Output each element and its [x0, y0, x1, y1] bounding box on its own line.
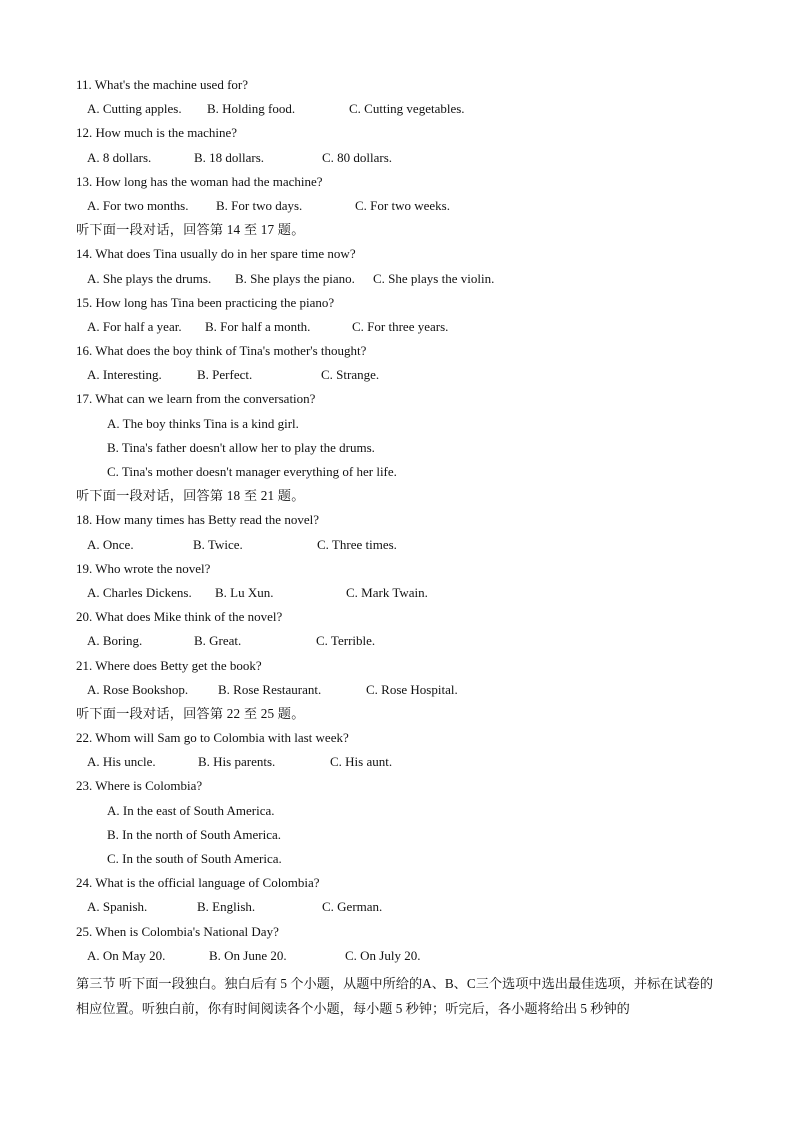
question-21-options — [76, 679, 726, 703]
option-b: B. She plays the piano. — [235, 270, 355, 286]
question-19-options — [76, 582, 726, 606]
question-12-options — [76, 147, 726, 171]
question-14: 14. What does Tina usually do in her spare time now? — [76, 246, 356, 262]
option-c: C. She plays the violin. — [373, 270, 495, 286]
question-25: 25. When is Colombia's National Day? — [76, 923, 279, 939]
option-b: B. Tina's father doesn't allow her to play the drums. — [107, 439, 375, 455]
question-22: 22. Whom will Sam go to Colombia with last week? — [76, 730, 349, 746]
option-b: B. For half a month. — [205, 318, 311, 334]
option-c: C. For two weeks. — [355, 197, 450, 213]
question-18: 18. How many times has Betty read the novel? — [76, 512, 319, 528]
option-c: C. Cutting vegetables. — [349, 101, 465, 117]
option-b: B. On June 20. — [209, 947, 287, 963]
question-18-options — [76, 534, 726, 558]
option-a: A. Spanish. — [87, 899, 148, 915]
option-a: A. His uncle. — [87, 754, 156, 770]
question-24: 24. What is the official language of Colombia? — [76, 875, 320, 891]
option-b: B. Perfect. — [197, 367, 253, 383]
option-c: C. 80 dollars. — [322, 149, 393, 165]
option-a: A. For half a year. — [87, 318, 182, 334]
option-a: A. On May 20. — [87, 947, 166, 963]
option-c: C. Strange. — [321, 367, 380, 383]
option-b: B. In the north of South America. — [107, 826, 282, 842]
question-15-options — [76, 316, 726, 340]
question-19: 19. Who wrote the novel? — [76, 560, 211, 576]
question-11-options — [76, 98, 726, 122]
option-a: A. Boring. — [87, 633, 143, 649]
question-12: 12. How much is the machine? — [76, 125, 238, 141]
option-c: C. His aunt. — [330, 754, 393, 770]
option-c: C. Mark Twain. — [346, 584, 428, 600]
option-b: B. Lu Xun. — [215, 584, 274, 600]
question-21: 21. Where does Betty get the book? — [76, 657, 262, 673]
question-13: 13. How long has the woman had the machine? — [76, 173, 323, 189]
question-22-options — [76, 751, 726, 775]
option-a: A. Once. — [87, 536, 134, 552]
option-a: A. She plays the drums. — [87, 270, 212, 286]
question-25-options — [76, 945, 726, 969]
option-c: C. Three times. — [317, 536, 397, 552]
section-heading: 听下面一段对话，回答第 14 至 17 题。 — [76, 222, 305, 238]
option-a: A. Rose Bookshop. — [87, 681, 189, 697]
option-a: A. The boy thinks Tina is a kind girl. — [107, 415, 299, 431]
section-heading: 听下面一段对话，回答第 18 至 21 题。 — [76, 488, 305, 504]
option-c: C. Terrible. — [316, 633, 376, 649]
question-20-options — [76, 630, 726, 654]
question-13-options — [76, 195, 726, 219]
question-16: 16. What does the boy think of Tina's mother's thought? — [76, 343, 367, 359]
question-16-options — [76, 364, 726, 388]
option-b: B. 18 dollars. — [194, 149, 265, 165]
option-c: C. German. — [322, 899, 383, 915]
option-c: C. For three years. — [352, 318, 449, 334]
option-a: A. 8 dollars. — [87, 149, 152, 165]
option-b: B. Great. — [194, 633, 242, 649]
question-23: 23. Where is Colombia? — [76, 778, 203, 794]
option-a: A. In the east of South America. — [107, 802, 275, 818]
option-a: A. Charles Dickens. — [87, 584, 192, 600]
option-b: B. For two days. — [216, 197, 303, 213]
option-b: B. Twice. — [193, 536, 243, 552]
option-b: B. Holding food. — [207, 101, 296, 117]
option-a: A. For two months. — [87, 197, 189, 213]
section-heading: 听下面一段对话，回答第 22 至 25 题。 — [76, 705, 305, 721]
question-11: 11. What's the machine used for? — [76, 77, 249, 92]
question-14-options — [76, 268, 726, 292]
exam-page — [76, 74, 726, 1021]
option-c: C. In the south of South America. — [107, 851, 282, 866]
section-3-instructions: 第三节 听下面一段独白。独白后有 5 个小题，从题中所给的A、B、C三个选项中选出最佳选项，并标在试卷的相应位置。听独白前，你有时间阅读各个小题，每小题 5 秒钟；听完后，各小题将给出 5 秒钟的 — [76, 975, 714, 1016]
option-c: C. On July 20. — [345, 947, 421, 963]
question-24-options — [76, 896, 726, 920]
option-b: B. Rose Restaurant. — [218, 681, 322, 697]
question-17: 17. What can we learn from the conversation? — [76, 391, 316, 407]
option-a: A. Cutting apples. — [87, 101, 182, 117]
option-b: B. His parents. — [198, 754, 276, 770]
option-a: A. Interesting. — [87, 367, 162, 383]
option-b: B. English. — [197, 899, 256, 915]
question-20: 20. What does Mike think of the novel? — [76, 609, 283, 625]
option-c: C. Rose Hospital. — [366, 681, 458, 697]
option-c: C. Tina's mother doesn't manager everything of her life. — [107, 464, 397, 479]
question-15: 15. How long has Tina been practicing the piano? — [76, 294, 335, 310]
